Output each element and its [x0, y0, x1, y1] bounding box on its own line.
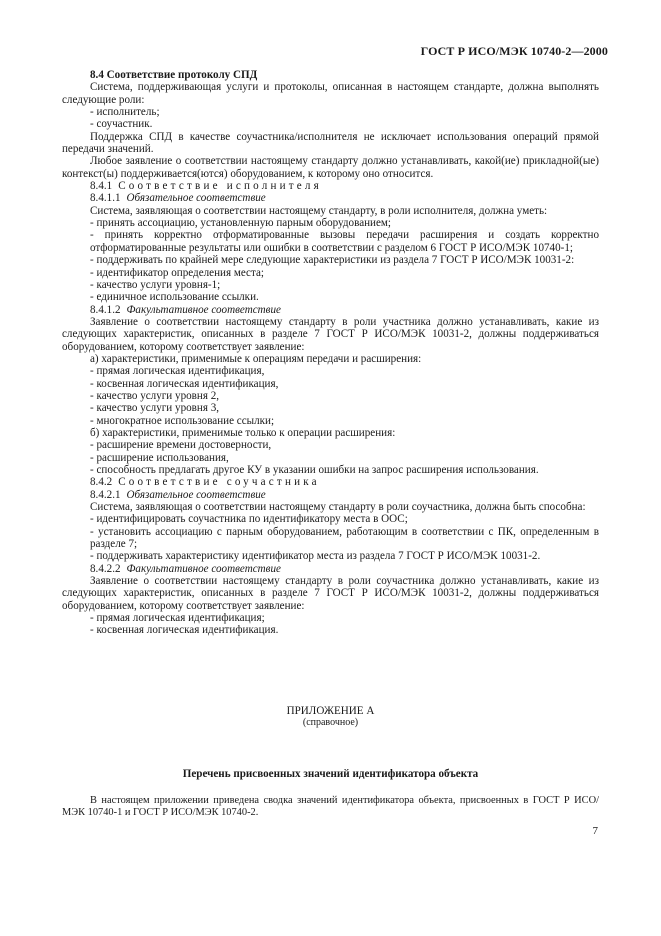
clause-title: Обязательное соответствие	[126, 192, 266, 205]
clause-number: 8.4.1.2	[90, 303, 121, 316]
paragraph: Поддержка СПД в качестве соучастника/исполнителя не исключает использования операций прямой передачи значений.	[62, 130, 599, 156]
list-item: - принять корректно отформатированные вызовы передачи расширения и создать корректно отформатированные результаты или ошибки в соответствии с разделом 6 ГОСТ Р ИСО/МЭК 10740-1;	[90, 229, 599, 254]
clause-number: 8.4.1.1	[90, 192, 121, 205]
list-heading: б) характеристики, применимые только к операции расширения:	[90, 426, 396, 439]
list-item: - качество услуги уровня-1;	[90, 278, 221, 291]
section-heading: 8.4 Соответствие протоколу СПД	[90, 69, 258, 81]
list-item: - поддерживать по крайней мере следующие характеристики из раздела 7 ГОСТ Р ИСО/МЭК 10031-2:	[90, 254, 575, 267]
paragraph: В настоящем приложении приведена сводка значений идентификатора объекта, присвоенных в ГОСТ Р ИСО/МЭК 10740-1 и ГОСТ Р ИСО/МЭК 10740-2.	[62, 795, 599, 819]
appendix-text	[62, 795, 599, 820]
clause-number: 8.4.2.1	[90, 488, 121, 501]
clause-title: Обязательное соответствие	[126, 488, 266, 501]
document-header: ГОСТ Р ИСО/МЭК 10740-2—2000	[420, 44, 608, 58]
paragraph: Любое заявление о соответствии настоящему стандарту должно устанавливать, какой(ие) прикладной(ые) контекст(ы) поддерживается(ются) оборудованием, к которому оно относится.	[62, 155, 599, 180]
clause-heading	[62, 489, 599, 501]
list-item: - установить ассоциацию с парным оборудованием, работающим в соответствии с ПК, определенным в разделе 7;	[90, 525, 599, 551]
list-item: - расширение использования,	[90, 451, 229, 464]
paragraph: Система, поддерживающая услуги и протоколы, описанная в настоящем стандарте, должна выполнять следующие роли:	[62, 81, 599, 106]
subsection-heading	[62, 180, 599, 192]
list-item: - идентифицировать соучастника по идентификатору места в ООС;	[90, 513, 408, 526]
appendix-label-block	[62, 705, 599, 730]
paragraph: Заявление о соответствии настоящему стандарту в роли соучастника должно устанавливать, какие из следующих характеристик, описанных в разделе 7 ГОСТ Р ИСО/МЭК 10031-2, должны поддерживаться оборудованием, которому соответствует заявление:	[62, 575, 599, 612]
appendix-title: Перечень присвоенных значений идентификатора объекта	[182, 768, 479, 780]
list-item: - расширение времени достоверности,	[90, 439, 272, 452]
clause-heading	[62, 304, 599, 316]
clause-heading	[62, 192, 599, 204]
clause-title: Факультативное соответствие	[126, 562, 281, 575]
list-item: - поддерживать характеристику идентификатор места из раздела 7 ГОСТ Р ИСО/МЭК 10031-2.	[90, 550, 541, 563]
appendix-label: ПРИЛОЖЕНИЕ А	[286, 705, 375, 717]
subsection-number: 8.4.2	[90, 476, 113, 489]
document-body	[62, 69, 599, 637]
list-item: - исполнитель;	[90, 106, 160, 119]
page-number: 7	[592, 825, 598, 837]
appendix-sublabel: (справочное)	[302, 717, 359, 729]
list-item: - прямая логическая идентификация;	[90, 612, 265, 625]
paragraph: Заявление о соответствии настоящему стандарту в роли участника должно устанавливать, какие из следующих характеристик, описанных в разделе 7 ГОСТ Р ИСО/МЭК 10031-2, должны поддерживаться оборудованием, которому соответствует заявление:	[62, 315, 599, 353]
clause-heading	[62, 563, 599, 575]
list-item: - качество услуги уровня 3,	[90, 402, 220, 415]
clause-title: Факультативное соответствие	[126, 303, 281, 316]
list-item: - идентификатор определения места;	[90, 266, 264, 279]
list-item: - прямая логическая идентификация,	[90, 365, 265, 378]
subsection-number: 8.4.1	[90, 180, 113, 193]
list-heading: а) характеристики, применимые к операциям передачи и расширения:	[90, 352, 422, 365]
list-item: - косвенная логическая идентификация,	[90, 377, 279, 390]
paragraph: Система, заявляющая о соответствии настоящему стандарту в роли соучастника, должна быть способна:	[90, 501, 586, 514]
list-item: - косвенная логическая идентификация.	[90, 624, 279, 637]
list-item: - многократное использование ссылки;	[90, 414, 275, 427]
list-item: - принять ассоциацию, установленную парным оборудованием;	[90, 217, 392, 230]
clause-number: 8.4.2.2	[90, 562, 121, 575]
subsection-title: Соответствие исполнителя	[118, 180, 322, 193]
list-item: - способность предлагать другое КУ в указании ошибки на запрос расширения использования.	[90, 464, 539, 476]
list-item: - единичное использование ссылки.	[90, 291, 259, 304]
paragraph: Система, заявляющая о соответствии настоящему стандарту, в роли исполнителя, должна уметь:	[90, 204, 548, 217]
subsection-heading	[62, 476, 599, 488]
list-item: - соучастник.	[90, 118, 153, 131]
subsection-title: Соответствие соучастника	[118, 476, 320, 489]
list-item: - качество услуги уровня 2,	[90, 389, 220, 402]
